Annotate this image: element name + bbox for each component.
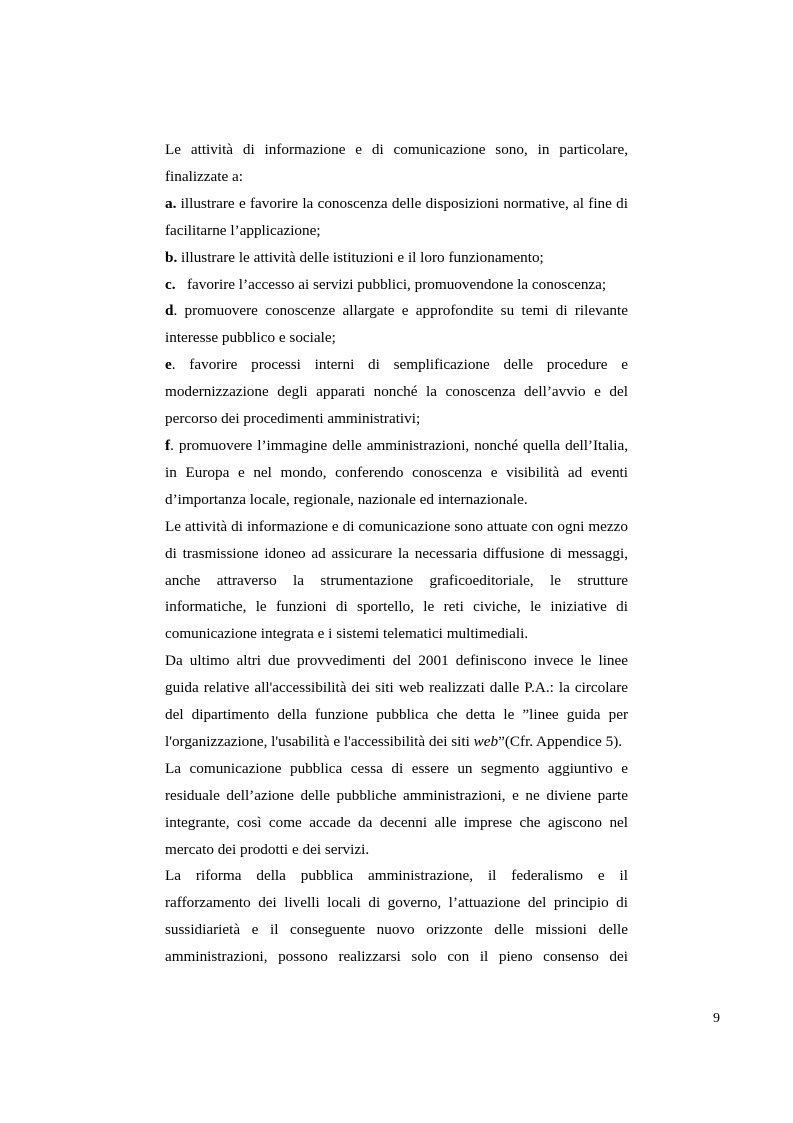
paragraph-public-communication [165,756,628,864]
means-text: Le attività di informazione e di comunicazione sono attuate con ogni mezzo di trasmissione idoneo ad assicurare la necessaria diffusione di messaggi, anche attraverso la strumentazione graficoeditoriale, le strutture informatiche, le funzioni di sportello, le reti civiche, le iniziative di comunicazione integrata e i sistemi telematici multimediali. [165,517,628,643]
list-label-e: e [165,356,172,374]
list-item-e [165,352,628,433]
list-label-b: b. [165,248,178,266]
intro-paragraph [165,137,628,191]
accessibility-text: Da ultimo altri due provvedimenti del 2001 definiscono invece le linee guida relative all'accessibilità dei siti web realizzati dalle P.A.: la circolare del dipartimento della funzione pubblica che detta le ”linee guida per l'organizzazione, l'usabilità e l'accessibilità dei siti [165,652,628,750]
list-text-f: . promuovere l’immagine delle amministrazioni, nonché quella dell’Italia, in Europa e nel mondo, conferendo conoscenza e visibilità ad eventi d’importanza locale, regionale, nazionale ed internazionale. [165,436,628,508]
accessibility-italic: web [473,732,499,750]
list-item-b [165,245,628,272]
accessibility-tail: ”(Cfr. Appendice 5). [498,732,623,750]
intro-text: Le attività di informazione e di comunicazione sono, in particolare, finalizzate a: [165,141,628,185]
list-text-c: favorire l’accesso ai servizi pubblici, promuovendone la conoscenza; [175,275,607,293]
list-text-b: illustrare le attività delle istituzioni e il loro funzionamento; [177,248,544,266]
list-text-e: . favorire processi interni di semplificazione delle procedure e modernizzazione degli apparati nonché la conoscenza dell’avvio e del percorso dei procedimenti amministrativi; [165,356,628,428]
list-item-a [165,191,628,245]
list-text-d: . promuovere conoscenze allargate e approfondite su temi di rilevante interesse pubblico e sociale; [165,302,628,347]
page-number: 9 [713,1011,720,1026]
list-item-c [165,272,628,299]
list-label-a: a. [165,194,177,212]
list-text-a: illustrare e favorire la conoscenza delle disposizioni normative, al fine di facilitarne l’applicazione; [165,194,628,239]
paragraph-accessibility [165,648,628,756]
list-item-d [165,298,628,352]
paragraph-means [165,514,628,649]
reform-text: La riforma della pubblica amministrazione, il federalismo e il rafforzamento dei livelli locali di governo, l’attuazione del principio di sussidiarietà e il conseguente nuovo orizzonte delle missioni delle amministrazioni, possono realizzarsi solo con il pieno consenso dei [165,867,628,966]
list-label-d: d [165,302,174,320]
list-item-f [165,433,628,514]
public-communication-text: La comunicazione pubblica cessa di essere un segmento aggiuntivo e residuale dell’azione delle pubbliche amministrazioni, e ne diviene parte integrante, così come accade da decenni alle imprese che agiscono nel mercato dei prodotti e dei servizi. [165,759,628,858]
list-label-f: f [165,436,171,454]
list-label-c: c. [165,275,176,293]
paragraph-reform [165,863,628,971]
body-text [165,137,628,971]
